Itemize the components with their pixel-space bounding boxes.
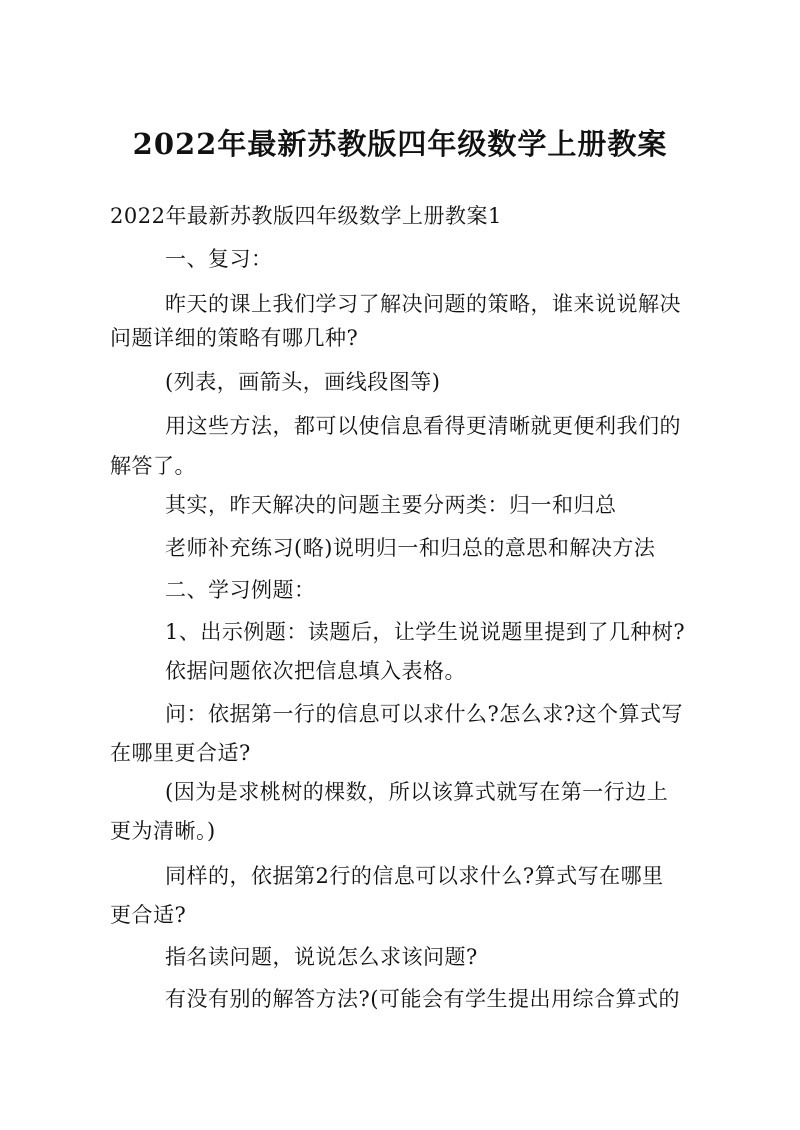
document-title: 2022年最新苏教版四年级数学上册教案 xyxy=(132,127,668,161)
paragraph-line: 问：依据第一行的信息可以求什么?怎么求?这个算式写 xyxy=(165,702,684,726)
paragraph-line: 用这些方法，都可以使信息看得更清晰就更便利我们的 xyxy=(165,414,681,438)
paragraph-line: 问题详细的策略有哪几种? xyxy=(110,326,359,350)
paragraph-line: 依据问题依次把信息填入表格。 xyxy=(165,659,466,683)
paragraph-line: (因为是求桃树的棵数，所以该算式就写在第一行边上 xyxy=(165,780,669,804)
paragraph-line: (列表，画箭头，画线段图等) xyxy=(165,370,441,394)
paragraph-line: 在哪里更合适? xyxy=(110,741,251,765)
paragraph-line: 其实，昨天解决的问题主要分两类：归一和归总 xyxy=(165,493,617,517)
subtitle-line: 2022年最新苏教版四年级数学上册教案1 xyxy=(110,204,502,228)
paragraph-line: 解答了。 xyxy=(110,454,196,478)
section-heading: 一、复习： xyxy=(165,247,273,271)
section-heading: 二、学习例题： xyxy=(165,578,316,602)
paragraph-line: 有没有别的解答方法?(可能会有学生提出用综合算式的 xyxy=(165,987,680,1011)
paragraph-line: 昨天的课上我们学习了解决问题的策略，谁来说说解决 xyxy=(165,292,681,316)
paragraph-line: 更为清晰。) xyxy=(110,819,216,843)
paragraph-line: 更合适? xyxy=(110,903,187,927)
paragraph-line: 老师补充练习(略)说明归一和归总的意思和解决方法 xyxy=(165,536,656,560)
paragraph-line: 指名读问题，说说怎么求该问题? xyxy=(165,945,478,969)
paragraph-line: 同样的，依据第2行的信息可以求什么?算式写在哪里 xyxy=(165,864,664,888)
paragraph-line: 1、出示例题：读题后，让学生说说题里提到了几种树? xyxy=(165,620,686,644)
